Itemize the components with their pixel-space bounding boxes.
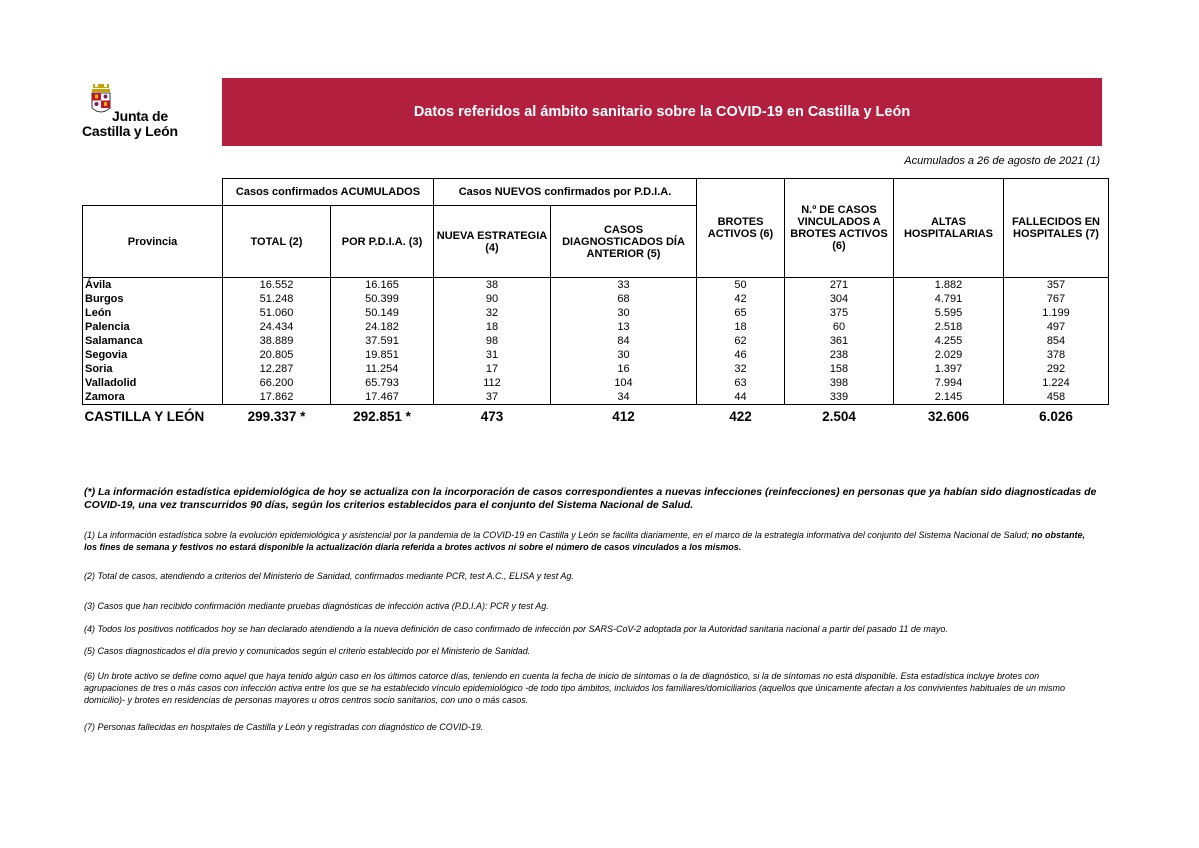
cell-altas: 4.791 <box>894 292 1004 306</box>
table-row <box>83 306 1109 320</box>
cell-provincia: Valladolid <box>83 376 223 390</box>
cell-brotes: 18 <box>697 320 785 334</box>
cell-total: 51.248 <box>223 292 331 306</box>
col-provincia: Provincia <box>83 206 223 278</box>
note-2: (2) Total de casos, atendiendo a criterios del Ministerio de Sanidad, confirmados mediante PCR, test A.C., ELISA y test Ag. <box>84 571 574 581</box>
cell-brotes: 46 <box>697 348 785 362</box>
total-provincia: CASTILLA Y LEÓN <box>84 408 205 424</box>
cell-diag: 13 <box>551 320 697 334</box>
title-banner <box>222 78 1102 146</box>
cell-vinc: 60 <box>785 320 894 334</box>
col-total: TOTAL (2) <box>223 206 331 278</box>
note-star: (*) La información estadística epidemiológica de hoy se actualiza con la incorporación de casos correspondientes a nuevas infecciones (reinfecciones) en personas que ya habían sido diagnosticadas de COVID-19, una vez transcurridos 90 días, según los criterios establecidos para el conjunto del Sistema Nacional de Salud. <box>84 486 1097 511</box>
cell-total: 51.060 <box>223 306 331 320</box>
cell-provincia: León <box>83 306 223 320</box>
note-3: (3) Casos que han recibido confirmación mediante pruebas diagnósticas de infección activa (P.D.I.A): PCR y test Ag. <box>84 601 549 611</box>
note-4: (4) Todos los positivos notificados hoy se han declarado atendiendo a la nueva definición de caso confirmado de infección por SARS-CoV-2 adoptada por la Autoridad sanitaria nacional a partir del pasado 11 de mayo. <box>84 624 948 634</box>
note-5: (5) Casos diagnosticados el día previo y comunicados según el criterio establecido por el Ministerio de Sanidad. <box>84 646 531 656</box>
col-nueva-estrategia: NUEVA ESTRATEGIA (4) <box>434 206 551 278</box>
cell-pdia: 37.591 <box>331 334 434 348</box>
table-row <box>83 278 1109 293</box>
total-altas: 32.606 <box>927 408 970 424</box>
cell-pdia: 50.399 <box>331 292 434 306</box>
cell-nueva: 31 <box>434 348 551 362</box>
total-brotes: 422 <box>729 408 752 424</box>
total-total: 299.337 * <box>247 408 306 424</box>
total-nueva: 473 <box>480 408 504 424</box>
cell-diag: 68 <box>551 292 697 306</box>
cell-vinc: 361 <box>785 334 894 348</box>
cell-nueva: 17 <box>434 362 551 376</box>
cell-total: 17.862 <box>223 390 331 405</box>
cell-total: 66.200 <box>223 376 331 390</box>
cell-pdia: 11.254 <box>331 362 434 376</box>
covid-data-table <box>82 178 1109 427</box>
note-7: (7) Personas fallecidas en hospitales de Castilla y León y registradas con diagnóstico de COVID-19. <box>84 722 484 732</box>
cell-altas: 7.994 <box>894 376 1004 390</box>
cell-pdia: 16.165 <box>331 278 434 293</box>
table-row <box>83 334 1109 348</box>
note-6: (6) Un brote activo se define como aquel que haya tenido algún caso en los últimos catorce días, teniendo en cuenta la fecha de inicio de síntomas o la de diagnóstico, si la de síntomas no está disponible. Esta estadística incluye brotes con agrupaciones de tres o más casos con infección activa entre los que se ha establecido vínculo epidemiológico -de todo tipo ámbitos, incluidos los familiares/domiciliarios (aquellos que únicamente afectan a los convivientes habituales de un mismo domicilio)- y brotes en residencias de personas mayores u otros centros socio sanitarios, con uno o más casos. <box>84 671 1066 705</box>
cell-brotes: 62 <box>697 334 785 348</box>
table-row <box>83 320 1109 334</box>
cell-diag: 30 <box>551 306 697 320</box>
cell-fall: 767 <box>1004 292 1109 306</box>
cell-brotes: 65 <box>697 306 785 320</box>
cell-diag: 33 <box>551 278 697 293</box>
cell-pdia: 17.467 <box>331 390 434 405</box>
cell-provincia: Soria <box>83 362 223 376</box>
cell-provincia: Ávila <box>83 278 223 293</box>
cell-altas: 1.397 <box>894 362 1004 376</box>
cell-provincia: Zamora <box>83 390 223 405</box>
cell-altas: 2.029 <box>894 348 1004 362</box>
cell-diag: 34 <box>551 390 697 405</box>
table-row <box>83 292 1109 306</box>
cell-brotes: 42 <box>697 292 785 306</box>
total-row <box>83 405 1109 428</box>
cell-nueva: 38 <box>434 278 551 293</box>
empty-corner <box>83 179 223 206</box>
cell-fall: 1.199 <box>1004 306 1109 320</box>
cell-provincia: Burgos <box>83 292 223 306</box>
cell-vinc: 375 <box>785 306 894 320</box>
date-note: Acumulados a 26 de agosto de 2021 (1) <box>904 155 1100 167</box>
cell-nueva: 32 <box>434 306 551 320</box>
table-row <box>83 362 1109 376</box>
total-vinculados: 2.504 <box>822 408 856 424</box>
cell-brotes: 44 <box>697 390 785 405</box>
col-fallecidos: FALLECIDOS EN HOSPITALES (7) <box>1004 179 1109 278</box>
total-pdia: 292.851 * <box>353 408 411 424</box>
note-1-bold: no obstante, los fines de semana y festivos no estará disponible la actualización diaria referida a brotes activos ni sobre el número de casos vinculados a los mismos. <box>84 530 1086 552</box>
cell-pdia: 50.149 <box>331 306 434 320</box>
cell-fall: 378 <box>1004 348 1109 362</box>
cell-nueva: 18 <box>434 320 551 334</box>
cell-fall: 1.224 <box>1004 376 1109 390</box>
col-pdia: POR P.D.I.A. (3) <box>331 206 434 278</box>
cell-fall: 292 <box>1004 362 1109 376</box>
cell-total: 24.434 <box>223 320 331 334</box>
cell-altas: 2.145 <box>894 390 1004 405</box>
logo-text <box>82 108 178 139</box>
col-casos-diagnosticados: CASOS DIAGNOSTICADOS DÍA ANTERIOR (5) <box>551 206 697 278</box>
cell-diag: 84 <box>551 334 697 348</box>
cell-pdia: 24.182 <box>331 320 434 334</box>
cell-vinc: 339 <box>785 390 894 405</box>
cell-vinc: 238 <box>785 348 894 362</box>
total-fallecidos: 6.026 <box>1039 408 1073 424</box>
table-body <box>83 278 1109 405</box>
cell-total: 12.287 <box>223 362 331 376</box>
cell-nueva: 90 <box>434 292 551 306</box>
table-row <box>83 390 1109 405</box>
cell-pdia: 65.793 <box>331 376 434 390</box>
note-1 <box>84 529 1094 553</box>
cell-altas: 4.255 <box>894 334 1004 348</box>
cell-total: 38.889 <box>223 334 331 348</box>
logo-line-2: Castilla y León <box>82 123 178 139</box>
cell-brotes: 32 <box>697 362 785 376</box>
cell-diag: 30 <box>551 348 697 362</box>
cell-provincia: Palencia <box>83 320 223 334</box>
cell-altas: 1.882 <box>894 278 1004 293</box>
cell-nueva: 37 <box>434 390 551 405</box>
cell-altas: 5.595 <box>894 306 1004 320</box>
cell-total: 16.552 <box>223 278 331 293</box>
cell-altas: 2.518 <box>894 320 1004 334</box>
cell-fall: 458 <box>1004 390 1109 405</box>
cell-total: 20.805 <box>223 348 331 362</box>
table-row <box>83 376 1109 390</box>
cell-diag: 104 <box>551 376 697 390</box>
banner-title: Datos referidos al ámbito sanitario sobre la COVID-19 en Castilla y León <box>413 104 911 120</box>
group-header-acumulados: Casos confirmados ACUMULADOS <box>223 179 434 206</box>
cell-vinc: 398 <box>785 376 894 390</box>
cell-brotes: 63 <box>697 376 785 390</box>
footnotes <box>84 486 1104 732</box>
cell-fall: 357 <box>1004 278 1109 293</box>
note-1-text: (1) La información estadística sobre la evolución epidemiológica y asistencial por la pandemia de la COVID-19 en Castilla y León se facilita diariamente, en el marco de la estrategia informativa del conjunto del Sistema Nacional de Salud; <box>84 530 1030 540</box>
cell-fall: 497 <box>1004 320 1109 334</box>
cell-vinc: 158 <box>785 362 894 376</box>
col-altas: ALTAS HOSPITALARIAS <box>894 179 1004 278</box>
group-header-nuevos: Casos NUEVOS confirmados por P.D.I.A. <box>434 179 697 206</box>
cell-brotes: 50 <box>697 278 785 293</box>
cell-provincia: Segovia <box>83 348 223 362</box>
cell-vinc: 304 <box>785 292 894 306</box>
table-row <box>83 348 1109 362</box>
cell-provincia: Salamanca <box>83 334 223 348</box>
col-vinculados: N.º DE CASOS VINCULADOS A BROTES ACTIVOS (6) <box>785 179 894 278</box>
col-brotes: BROTES ACTIVOS (6) <box>697 179 785 278</box>
cell-pdia: 19.851 <box>331 348 434 362</box>
cell-vinc: 271 <box>785 278 894 293</box>
total-diag: 412 <box>612 408 635 424</box>
cell-fall: 854 <box>1004 334 1109 348</box>
cell-nueva: 112 <box>434 376 551 390</box>
cell-diag: 16 <box>551 362 697 376</box>
logo-line-1: Junta de <box>112 108 168 124</box>
cell-nueva: 98 <box>434 334 551 348</box>
